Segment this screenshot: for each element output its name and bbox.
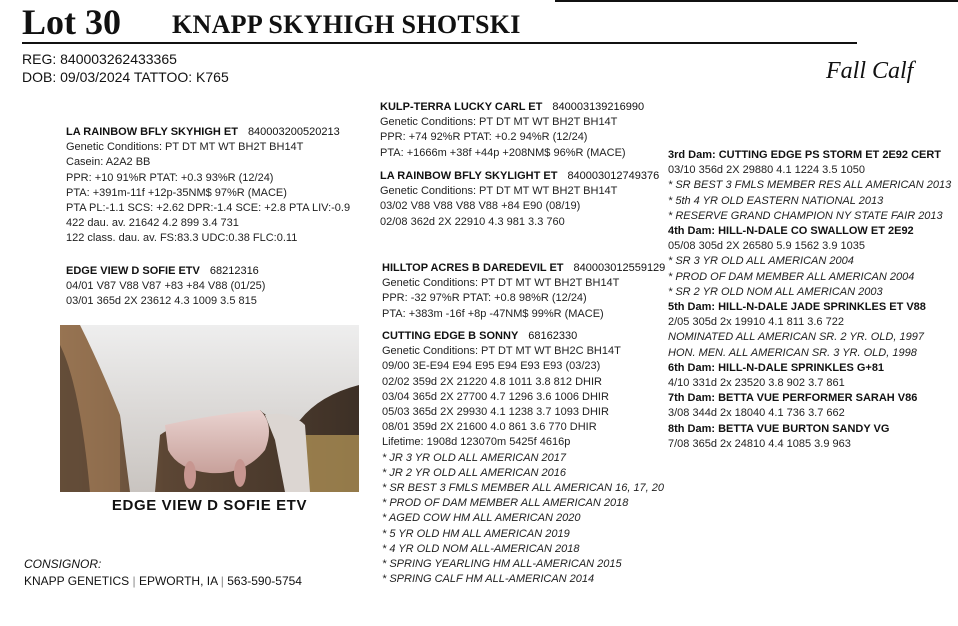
dam-dam-name-line <box>382 329 664 344</box>
dam-name-line <box>66 264 265 279</box>
dam-dam-line: 03/04 365d 2X 27700 4.7 1296 3.6 1006 DHIR <box>382 390 609 403</box>
dam-sire-reg: 840003012559129 <box>573 262 666 274</box>
sire-dam-line: 02/08 362d 2X 22910 4.3 981 3.3 760 <box>380 215 565 228</box>
sire-dam-name-line <box>380 169 659 184</box>
dam-sire-block <box>382 261 665 322</box>
sire-line: 422 dau. av. 21642 4.2 899 3.4 731 <box>66 217 239 230</box>
top-rule <box>555 0 958 2</box>
registration-info <box>22 50 229 86</box>
category-label: Fall Calf <box>826 58 914 84</box>
dam-dam-honor: * JR 3 YR OLD ALL AMERICAN 2017 <box>382 451 567 464</box>
photo-caption: EDGE VIEW D SOFIE ETV <box>111 497 308 514</box>
dam-dam-honor: * PROD OF DAM MEMBER ALL AMERICAN 2018 <box>382 497 629 510</box>
lot-number: Lot 30 <box>22 2 121 42</box>
sire-line: PTA: +391m-11f +12p-35NM$ 97%R (MACE) <box>66 186 287 199</box>
fifth-dam-honor: NOMINATED ALL AMERICAN SR. 2 YR. OLD, 1997 <box>668 331 924 344</box>
sire-dam-line: 03/02 V88 V88 V88 V88 +84 E90 (08/19) <box>380 200 581 213</box>
sire-sire-block <box>380 100 644 161</box>
dam-dam-line: 09/00 3E-E94 E94 E95 E94 E93 E93 (03/23) <box>382 360 601 373</box>
sire-line: 122 class. dau. av. FS:83.3 UDC:0.38 FLC:0.11 <box>66 232 298 245</box>
fourth-dam-honor: * PROD OF DAM MEMBER ALL AMERICAN 2004 <box>668 270 915 283</box>
dam-dam-honor: * SPRING YEARLING HM ALL-AMERICAN 2015 <box>382 558 622 571</box>
consignor-location: EPWORTH, IA <box>138 574 218 588</box>
dam-dam-reg: 68162330 <box>528 330 578 342</box>
sire-sire-line: Genetic Conditions: PT DT MT WT BH2T BH14T <box>380 116 618 129</box>
dam-dam-line: Genetic Conditions: PT DT MT WT BH2C BH14T <box>382 345 621 358</box>
eighth-dam-title: 8th Dam: BETTA VUE BURTON SANDY VG <box>668 422 890 435</box>
sixth-dam-title: 6th Dam: HILL-N-DALE SPRINKLES G+81 <box>668 361 885 374</box>
consignor-block <box>24 556 302 590</box>
third-dam-title: 3rd Dam: CUTTING EDGE PS STORM ET 2E92 CERT <box>668 149 942 161</box>
consignor-name: KNAPP GENETICS <box>24 574 130 588</box>
sire-name-line <box>66 125 350 140</box>
fourth-dam-honor: * SR 2 YR OLD NOM ALL AMERICAN 2003 <box>668 285 883 298</box>
dam-dam-line: Lifetime: 1908d 123070m 5425f 4616p <box>382 436 571 449</box>
eighth-dam-record: 7/08 365d 2x 24810 4.4 1085 3.9 963 <box>668 437 851 450</box>
sire-line: PPR: +10 91%R PTAT: +0.3 93%R (12/24) <box>66 171 274 184</box>
dam-dam-honor: * SPRING CALF HM ALL-AMERICAN 2014 <box>382 573 595 586</box>
consignor-separator: | <box>220 574 224 588</box>
seventh-dam-title: 7th Dam: BETTA VUE PERFORMER SARAH V86 <box>668 392 918 405</box>
dam-reg: 68212316 <box>209 265 259 277</box>
sire-sire-reg: 840003139216990 <box>552 101 645 113</box>
dam-sire-line: Genetic Conditions: PT DT MT WT BH2T BH14T <box>382 277 620 290</box>
sire-block <box>66 125 350 247</box>
dam-dam-line: 08/01 359d 2X 21600 4.0 861 3.6 770 DHIR <box>382 421 597 434</box>
dam-sire-name-line <box>382 261 665 276</box>
sire-sire-name-line <box>380 100 644 115</box>
third-dam-honor: * SR BEST 3 FMLS MEMBER RES ALL AMERICAN 2013 <box>668 179 952 192</box>
reg-line: REG: 840003262433365 <box>22 51 177 67</box>
extended-dams <box>668 148 951 452</box>
fourth-dam-honor: * SR 3 YR OLD ALL AMERICAN 2004 <box>668 255 854 268</box>
dam-dam-honor: * SR BEST 3 FMLS MEMBER ALL AMERICAN 16, 17, 20 <box>382 482 665 495</box>
dam-dam-block <box>382 329 664 587</box>
sire-dam-name: LA RAINBOW BFLY SKYLIGHT ET <box>380 170 558 182</box>
sire-line: Casein: A2A2 BB <box>66 156 151 169</box>
sire-dam-reg: 840003012749376 <box>567 170 660 182</box>
dam-line: 04/01 V87 V88 V87 +83 +84 V88 (01/25) <box>66 280 266 293</box>
sixth-dam-record: 4/10 331d 2x 23520 3.8 902 3.7 861 <box>668 377 845 390</box>
consignor-details <box>24 573 302 590</box>
dam-name: EDGE VIEW D SOFIE ETV <box>66 265 200 277</box>
dam-dam-honor: * JR 2 YR OLD ALL AMERICAN 2016 <box>382 466 567 479</box>
dam-dam-honor: * 5 YR OLD HM ALL AMERICAN 2019 <box>382 527 570 540</box>
dob-line: DOB: 09/03/2024 TATTOO: K765 <box>22 69 229 85</box>
sire-line: Genetic Conditions: PT DT MT WT BH2T BH14T <box>66 141 304 154</box>
fourth-dam-title: 4th Dam: HILL-N-DALE CO SWALLOW ET 2E92 <box>668 225 914 238</box>
sire-dam-block <box>380 169 659 230</box>
dam-dam-honor: * AGED COW HM ALL AMERICAN 2020 <box>382 512 581 525</box>
dam-sire-line: PPR: -32 97%R PTAT: +0.8 98%R (12/24) <box>382 292 587 305</box>
dam-dam-line: 02/02 359d 2X 21220 4.8 1011 3.8 812 DHIR <box>382 375 602 388</box>
sire-sire-line: PTA: +1666m +38f +44p +208NM$ 96%R (MACE) <box>380 146 626 159</box>
dam-sire-line: PTA: +383m -16f +8p -47NM$ 99%R (MACE) <box>382 307 604 320</box>
seventh-dam-record: 3/08 344d 2x 18040 4.1 736 3.7 662 <box>668 407 845 420</box>
dam-dam-line: 05/03 365d 2X 29930 4.1 1238 3.7 1093 DHIR <box>382 406 609 419</box>
dam-dam-honor: * 4 YR OLD NOM ALL-AMERICAN 2018 <box>382 542 580 555</box>
dam-sire-name: HILLTOP ACRES B DAREDEVIL ET <box>382 262 564 274</box>
fourth-dam-record: 05/08 305d 2X 26580 5.9 1562 3.9 1035 <box>668 240 865 253</box>
sire-sire-line: PPR: +74 92%R PTAT: +0.2 94%R (12/24) <box>380 131 588 144</box>
sire-name: LA RAINBOW BFLY SKYHIGH ET <box>66 126 238 138</box>
animal-name: KNAPP SKYHIGH SHOTSKI <box>172 10 521 39</box>
header-rule <box>22 42 857 44</box>
consignor-phone: 563-590-5754 <box>227 574 302 588</box>
fifth-dam-record: 2/05 305d 2x 19910 4.1 811 3.6 722 <box>668 316 844 329</box>
consignor-label: CONSIGNOR: <box>24 557 102 571</box>
sire-reg: 840003200520213 <box>247 126 340 138</box>
consignor-separator: | <box>132 574 136 588</box>
dam-block <box>66 264 265 310</box>
dam-photo <box>60 325 359 492</box>
fifth-dam-title: 5th Dam: HILL-N-DALE JADE SPRINKLES ET V88 <box>668 301 926 314</box>
third-dam-honor: * 5th 4 YR OLD EASTERN NATIONAL 2013 <box>668 194 884 207</box>
dam-dam-name: CUTTING EDGE B SONNY <box>382 330 519 342</box>
sire-sire-name: KULP-TERRA LUCKY CARL ET <box>380 101 543 113</box>
cow-photo-illustration <box>60 325 359 492</box>
sire-dam-line: Genetic Conditions: PT DT MT WT BH2T BH14T <box>380 185 618 198</box>
sire-line: PTA PL:-1.1 SCS: +2.62 DPR:-1.4 SCE: +2.8 PTA LIV:-0.9 <box>66 202 351 215</box>
third-dam-record: 03/10 356d 2X 29880 4.1 1224 3.5 1050 <box>668 164 865 177</box>
fifth-dam-honor: HON. MEN. ALL AMERICAN SR. 3 YR. OLD, 1998 <box>668 346 917 359</box>
third-dam-honor: * RESERVE GRAND CHAMPION NY STATE FAIR 2013 <box>668 209 943 222</box>
dam-line: 03/01 365d 2X 23612 4.3 1009 3.5 815 <box>66 295 257 308</box>
